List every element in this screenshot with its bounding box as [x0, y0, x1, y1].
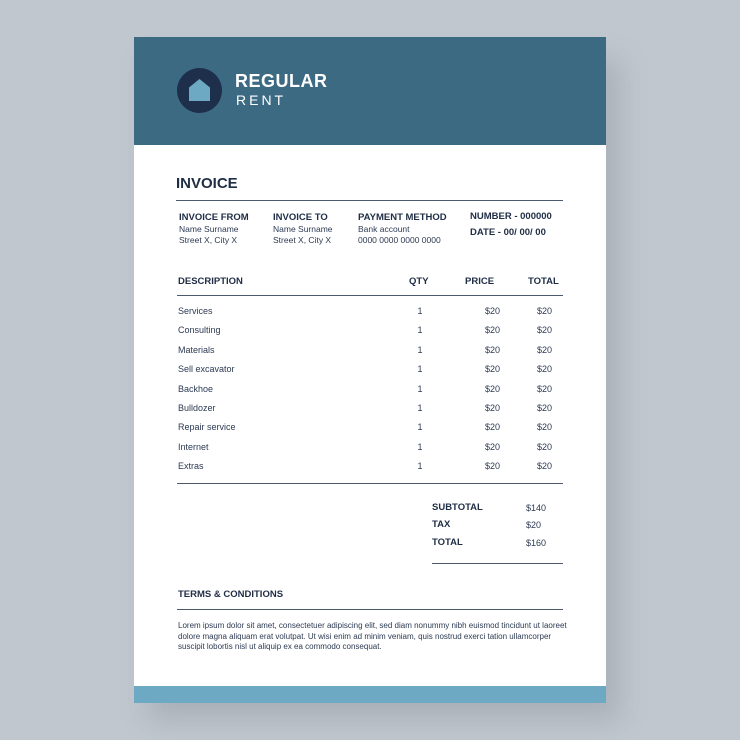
item-total: $20 — [536, 325, 552, 336]
invoice-title: INVOICE — [176, 175, 238, 192]
table-row — [134, 345, 606, 359]
item-total: $20 — [536, 441, 552, 452]
table-row — [134, 461, 606, 475]
item-price: $20 — [484, 422, 500, 433]
item-description: Sell excavator — [178, 364, 235, 375]
item-qty: 1 — [417, 441, 423, 452]
subtotal-value: $140 — [526, 503, 547, 513]
item-description: Repair service — [178, 422, 236, 433]
item-description: Backhoe — [178, 383, 214, 394]
item-price: $20 — [484, 306, 500, 316]
col-qty: QTY — [409, 276, 429, 287]
item-price: $20 — [484, 403, 500, 413]
item-price: $20 — [484, 325, 500, 336]
item-price: $20 — [484, 441, 500, 452]
invoice-to-address: Street X, City X — [273, 235, 332, 245]
item-total: $20 — [536, 344, 552, 355]
item-price: $20 — [484, 364, 500, 375]
terms-body: Lorem ipsum dolor sit amet, consectetuer adipiscing elit, sed diam nonummy nibh euismod tincidunt ut laoreet dolore magna aliquam erat volutpat. Ut wisi enim ad minim veniam, quis nostrud exerci tation ullamcorper suscipit lobortis nisl ut aliquip ex ea commodo consequat. — [178, 621, 567, 651]
item-qty: 1 — [417, 422, 423, 433]
table-bottom-divider — [177, 483, 563, 484]
payment-account: 0000 0000 0000 0000 — [358, 235, 441, 245]
item-qty: 1 — [417, 344, 423, 355]
item-total: $20 — [536, 364, 552, 375]
invoice-from-label: INVOICE FROM — [179, 212, 249, 223]
item-qty: 1 — [417, 325, 423, 336]
item-qty: 1 — [417, 461, 423, 472]
item-total: $20 — [536, 403, 552, 413]
payment-method-value: Bank account — [358, 224, 410, 234]
col-price: PRICE — [465, 276, 495, 287]
invoice-number: NUMBER - 000000 — [470, 211, 552, 222]
invoice-date: DATE - 00/ 00/ 00 — [470, 227, 546, 238]
table-row — [134, 442, 606, 456]
invoice-header — [134, 37, 606, 145]
table-row — [134, 384, 606, 398]
table-row — [134, 422, 606, 436]
item-total: $20 — [536, 383, 552, 394]
item-price: $20 — [484, 461, 500, 472]
item-qty: 1 — [417, 383, 423, 394]
item-price: $20 — [484, 383, 500, 394]
summary-divider — [432, 563, 563, 564]
tax-value: $20 — [526, 520, 542, 530]
item-total: $20 — [536, 422, 552, 433]
house-icon — [188, 78, 211, 102]
item-description: Consulting — [178, 325, 221, 336]
divider — [176, 200, 563, 201]
terms-divider — [177, 609, 563, 610]
subtotal-label: SUBTOTAL — [432, 502, 483, 513]
brand-subtitle: RENT — [236, 92, 287, 108]
item-qty: 1 — [417, 403, 423, 413]
total-label: TOTAL — [432, 537, 463, 548]
item-total: $20 — [536, 461, 552, 472]
invoice-footer-bar — [134, 686, 606, 703]
payment-method-label: PAYMENT METHOD — [358, 212, 447, 223]
item-qty: 1 — [417, 364, 423, 375]
item-description: Extras — [178, 461, 204, 472]
table-row — [134, 306, 606, 320]
table-row — [134, 325, 606, 339]
total-value: $160 — [526, 538, 547, 548]
brand-name: REGULAR — [235, 71, 328, 91]
item-description: Bulldozer — [178, 403, 216, 413]
table-row — [134, 364, 606, 378]
item-qty: 1 — [417, 306, 423, 316]
table-header-divider — [177, 295, 563, 296]
invoice-from-name: Name Surname — [179, 224, 239, 234]
invoice-from-address: Street X, City X — [179, 235, 238, 245]
col-description: DESCRIPTION — [178, 276, 243, 287]
col-total: TOTAL — [528, 276, 559, 287]
item-description: Services — [178, 306, 213, 316]
invoice-page — [134, 37, 606, 703]
logo — [177, 68, 222, 113]
invoice-to-name: Name Surname — [273, 224, 333, 234]
invoice-to-label: INVOICE TO — [273, 212, 328, 223]
terms-heading: TERMS & CONDITIONS — [178, 589, 284, 600]
tax-label: TAX — [432, 519, 451, 530]
table-row — [134, 403, 606, 417]
item-description: Materials — [178, 344, 215, 355]
item-price: $20 — [484, 344, 500, 355]
item-total: $20 — [536, 306, 552, 316]
item-description: Internet — [178, 441, 209, 452]
